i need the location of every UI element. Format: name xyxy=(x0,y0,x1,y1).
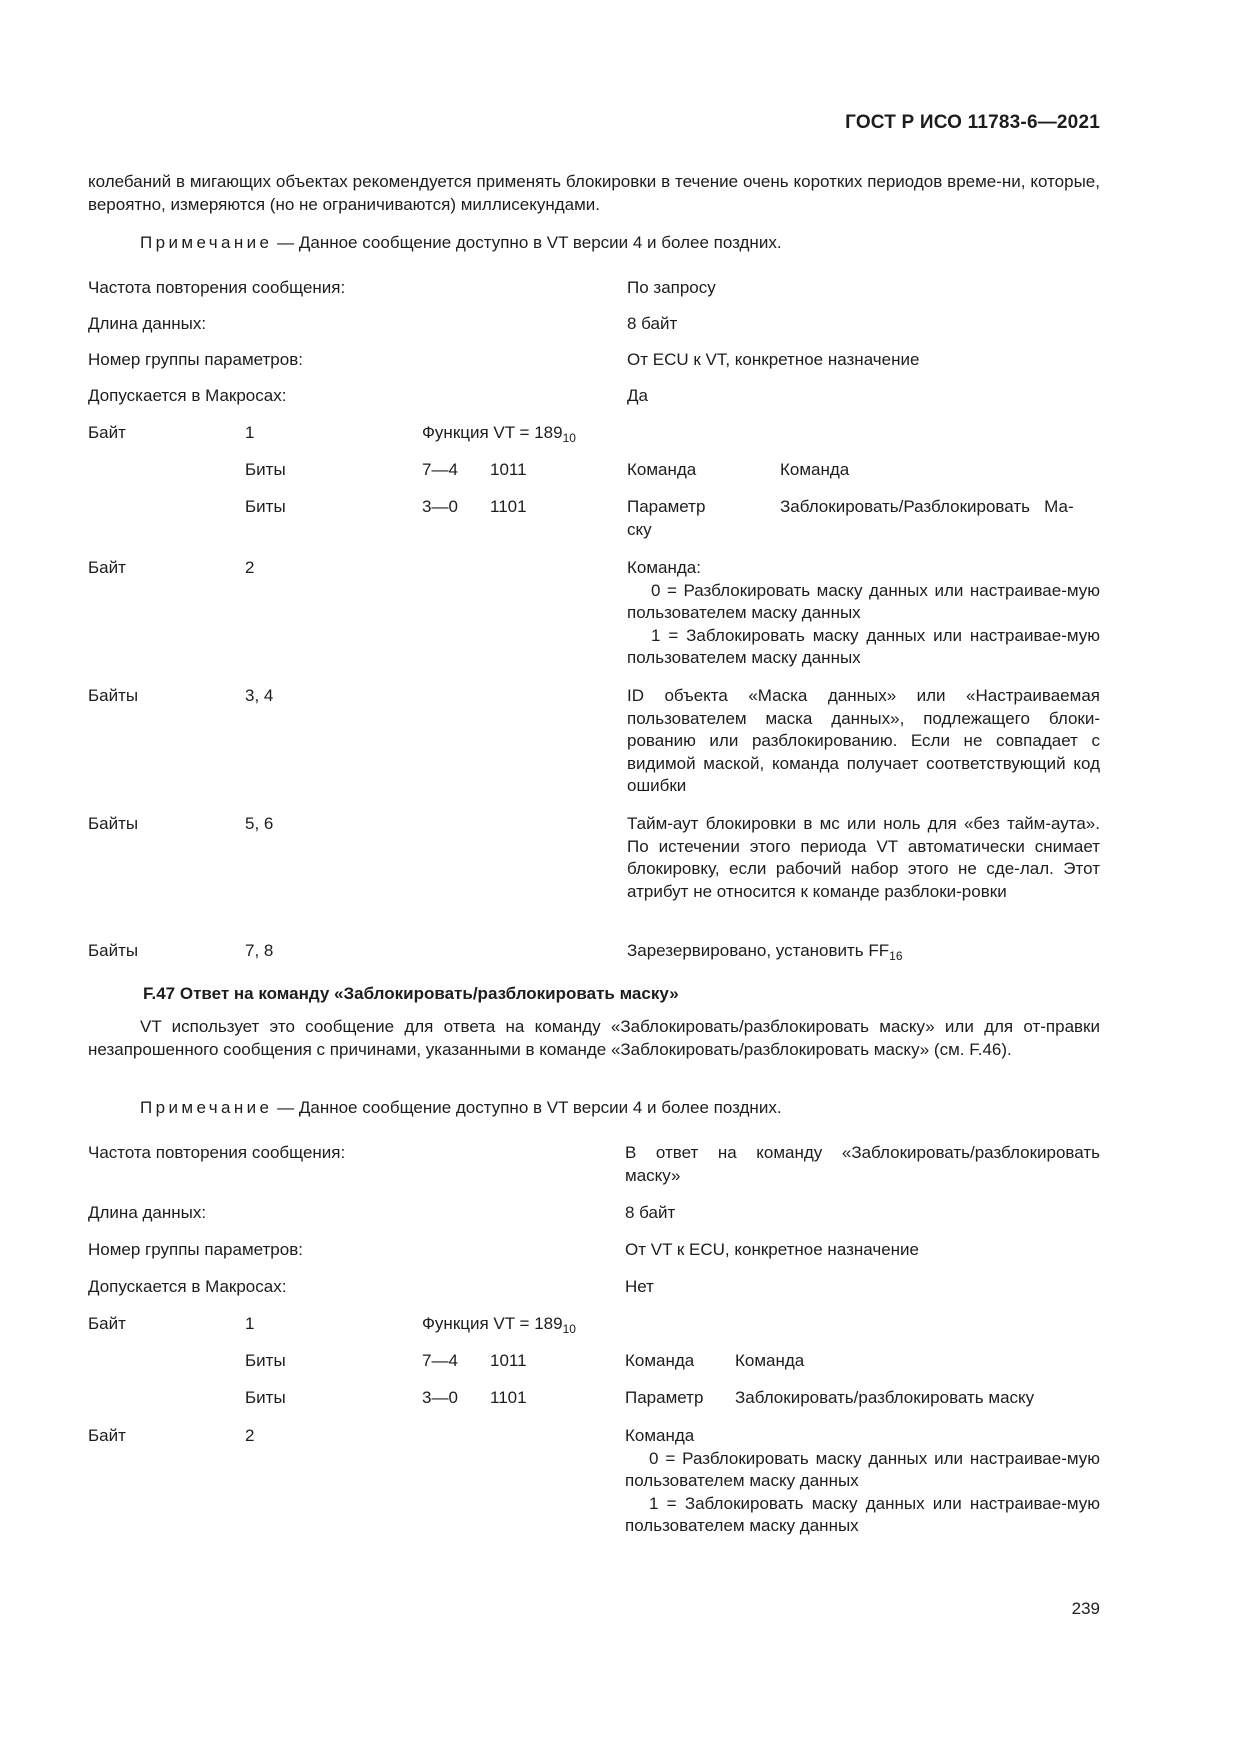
bits1-desc-2: Команда xyxy=(735,1351,805,1370)
byte2-option-1-2: 1 = Заблокировать маску данных или настраивае-мую пользователем маску данных xyxy=(625,1493,1100,1535)
prop2-value-frequency: В ответ на команду «Заблокировать/разблокировать маску» xyxy=(625,1143,1100,1185)
prop2-value-pgn: От VT к ECU, конкретное назначение xyxy=(625,1240,919,1259)
bytes78-text: Зарезервировано, установить FF xyxy=(627,941,890,960)
note-text: — Данное сообщение доступно в VT версии 4 и более поздних. xyxy=(272,1098,782,1117)
byte2-num: 2 xyxy=(245,558,255,577)
bytes78-num: 7, 8 xyxy=(245,941,274,960)
section-heading-f47: F.47 Ответ на команду «Заблокировать/разблокировать маску» xyxy=(143,984,679,1003)
bits1-label-2: Биты xyxy=(245,1351,286,1370)
bits2-field: Параметр xyxy=(627,497,706,516)
bytes56-desc: Тайм-аут блокировки в мс или ноль для «без тайм-аута». По истечении этого периода VT автоматически снимает блокировку, если рабочий набор этого не сде-лал. Этот атрибут не относится к команде разблоки-ровки xyxy=(627,814,1100,901)
byte2-desc-2 xyxy=(625,1425,1100,1538)
bytes34-label: Байты xyxy=(88,686,139,705)
bits2-value: 1101 xyxy=(490,497,527,516)
bits1-range-2: 7—4 xyxy=(422,1351,458,1370)
bytes34-desc: ID объекта «Маска данных» или «Настраиваемая пользователем маска данных», подлежащего блоки-рованию или разблокированию. Если не совпадает с видимой маской, команда получает соответствующий код ошибки xyxy=(627,686,1100,795)
bytes78-desc xyxy=(627,940,903,963)
bytes78-sub: 16 xyxy=(889,949,903,963)
byte2-title: Команда: xyxy=(627,558,701,577)
bits1-desc: Команда xyxy=(780,460,850,479)
bits1-range: 7—4 xyxy=(422,460,458,479)
bits2-range: 3—0 xyxy=(422,497,458,516)
bytes78-label: Байты xyxy=(88,941,139,960)
document-id: ГОСТ Р ИСО 11783-6—2021 xyxy=(845,112,1100,133)
note-text: — Данное сообщение доступно в VT версии 4 и более поздних. xyxy=(272,233,782,252)
byte1-num: 1 xyxy=(245,423,255,442)
bits1-value-2: 1011 xyxy=(490,1351,527,1370)
prop-value-length: 8 байт xyxy=(627,314,678,333)
func-sub: 10 xyxy=(562,1322,576,1336)
bits1-label: Биты xyxy=(245,460,286,479)
bits2-desc-line1: Заблокировать/Разблокировать Ма- xyxy=(780,497,1074,516)
func-text: Функция VT = 189 xyxy=(422,1314,563,1333)
note-1 xyxy=(140,232,782,255)
prop-label-pgn: Номер группы параметров: xyxy=(88,350,303,369)
bits2-label: Биты xyxy=(245,497,286,516)
byte1-label-2: Байт xyxy=(88,1314,126,1333)
bits1-value: 1011 xyxy=(490,460,527,479)
prop-value-frequency: По запросу xyxy=(627,278,716,297)
byte1-num-2: 1 xyxy=(245,1314,255,1333)
note-label: Примечание xyxy=(140,1098,273,1117)
page-number: 239 xyxy=(1071,1599,1100,1618)
bits1-field-2: Команда xyxy=(625,1351,695,1370)
bits2-label-2: Биты xyxy=(245,1388,286,1407)
func-text: Функция VT = 189 xyxy=(422,423,563,442)
bits2-desc-line2: ску xyxy=(627,520,652,539)
bits2-range-2: 3—0 xyxy=(422,1388,458,1407)
byte2-option-0: 0 = Разблокировать маску данных или настраивае-мую пользователем маску данных xyxy=(627,580,1100,622)
bits2-field-2: Параметр xyxy=(625,1388,704,1407)
bits2-desc-2: Заблокировать/разблокировать маску xyxy=(735,1388,1035,1407)
prop2-label-length: Длина данных: xyxy=(88,1203,207,1222)
byte1-func-2 xyxy=(422,1313,576,1336)
byte2-option-1: 1 = Заблокировать маску данных или настраивае-мую пользователем маску данных xyxy=(627,625,1100,667)
bytes56-num: 5, 6 xyxy=(245,814,274,833)
prop-label-frequency: Частота повторения сообщения: xyxy=(88,278,346,297)
prop2-value-macros: Нет xyxy=(625,1277,654,1296)
byte2-option-0-2: 0 = Разблокировать маску данных или настраивае-мую пользователем маску данных xyxy=(625,1448,1100,1490)
note-2 xyxy=(140,1097,782,1120)
prop2-label-pgn: Номер группы параметров: xyxy=(88,1240,303,1259)
bits1-field: Команда xyxy=(627,460,697,479)
prop-label-macros: Допускается в Макросах: xyxy=(88,386,287,405)
section2-paragraph: VT использует это сообщение для ответа на команду «Заблокировать/разблокировать маску» или для от-правки незапрошенного сообщения с причинами, указанными в команде «Заблокировать/разблокировать маску» (см. F.46). xyxy=(88,1017,1100,1059)
byte2-label: Байт xyxy=(88,558,126,577)
prop2-value-length: 8 байт xyxy=(625,1203,676,1222)
prop-value-macros: Да xyxy=(627,386,648,405)
func-sub: 10 xyxy=(562,431,576,445)
byte1-func xyxy=(422,422,576,445)
note-label: Примечание xyxy=(140,233,273,252)
bytes34-num: 3, 4 xyxy=(245,686,274,705)
prop-value-pgn: От ECU к VT, конкретное назначение xyxy=(627,350,920,369)
byte2-title-2: Команда xyxy=(625,1426,695,1445)
bits2-value-2: 1101 xyxy=(490,1388,527,1407)
intro-paragraph: колебаний в мигающих объектах рекомендуется применять блокировки в течение очень коротких периодов време-ни, которые, вероятно, измеряются (но не ограничиваются) миллисекундами. xyxy=(88,172,1100,214)
bytes56-label: Байты xyxy=(88,814,139,833)
prop-label-length: Длина данных: xyxy=(88,314,207,333)
byte2-label-2: Байт xyxy=(88,1426,126,1445)
byte2-num-2: 2 xyxy=(245,1426,255,1445)
prop2-label-frequency: Частота повторения сообщения: xyxy=(88,1143,346,1162)
prop2-label-macros: Допускается в Макросах: xyxy=(88,1277,287,1296)
byte1-label: Байт xyxy=(88,423,126,442)
byte2-desc xyxy=(627,557,1100,670)
